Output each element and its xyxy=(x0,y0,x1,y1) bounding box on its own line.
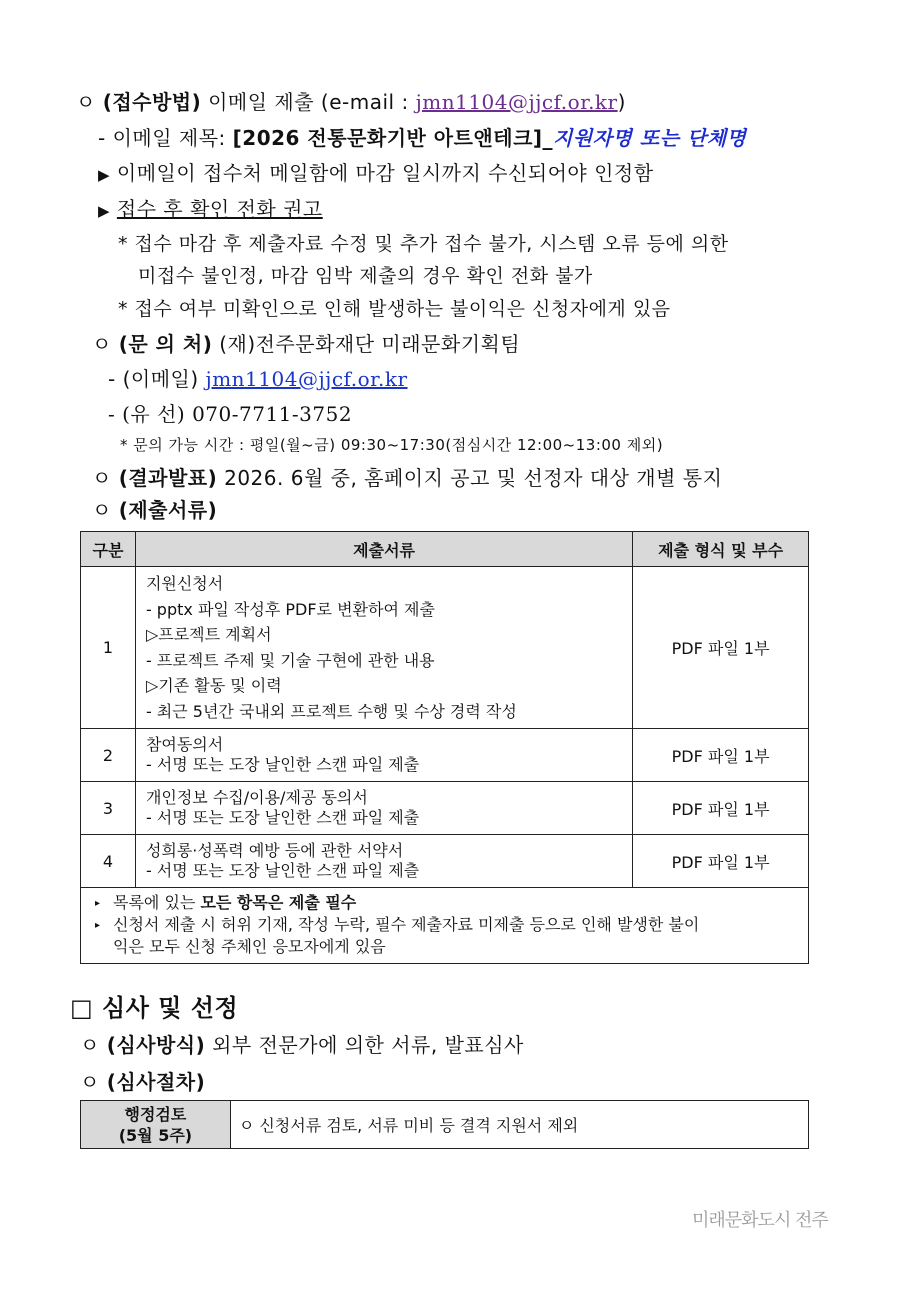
bullet: ㅇ xyxy=(92,332,112,356)
doc-line: 개인정보 수집/이용/제공 동의서 xyxy=(145,788,368,807)
email-subject-bold: [2026 전통문화기반 아트앤테크]_ xyxy=(232,126,554,150)
documents-table xyxy=(80,531,809,964)
doc-line: - 서명 또는 도장 날인한 스캔 파일 제출 xyxy=(145,808,420,827)
note-1-bold: 모든 항목은 제출 필수 xyxy=(200,893,357,912)
row-number: 2 xyxy=(81,729,136,782)
step-title-line1: 행정검토 xyxy=(124,1104,187,1124)
doc-line: 지원신청서 xyxy=(145,574,224,593)
documents-label: (제출서류) xyxy=(118,498,218,522)
doc-line: - 서명 또는 도장 날인한 스캔 파일 제츨 xyxy=(145,861,420,880)
paren-close: ) xyxy=(617,90,626,114)
row-documents xyxy=(135,729,632,782)
table-row xyxy=(81,567,809,729)
reception-star1-line1: * 접수 마감 후 제출자료 수정 및 추가 접수 불가, 시스템 오류 등에 의한 xyxy=(118,233,729,255)
review-heading: □ 심사 및 선정 xyxy=(70,994,239,1022)
doc-line: - 서명 또는 도장 날인한 스캔 파일 제출 xyxy=(145,755,420,774)
note-1 xyxy=(95,892,800,914)
step-title xyxy=(81,1101,231,1149)
row-format: PDF 파일 1부 xyxy=(633,567,809,729)
bullet: ㅇ xyxy=(92,466,112,490)
arrow-icon: ▶ xyxy=(98,202,111,220)
step-title-line2: (5월 5주) xyxy=(118,1125,193,1145)
table-row xyxy=(81,729,809,782)
reception-note1-text: 이메일이 접수처 메일함에 마감 일시까지 수신되어야 인정함 xyxy=(116,161,654,185)
row-documents xyxy=(135,567,632,729)
result-label: (결과발표) xyxy=(118,466,218,490)
table-header-row xyxy=(81,532,809,567)
step-text: ㅇ 신청서류 검토, 서류 미비 등 결격 지원서 제외 xyxy=(230,1101,808,1149)
procedure-table xyxy=(80,1100,809,1149)
table-row xyxy=(81,782,809,835)
inquiry-phone: - (유 선) 070-7711-3752 xyxy=(108,402,353,426)
inquiry-text: (재)전주문화재단 미래문화기획팀 xyxy=(212,332,521,356)
documents-line xyxy=(92,494,217,523)
table-notes-row xyxy=(81,888,809,964)
reception-method-label: (접수방법) xyxy=(102,90,202,114)
email-subject-prefix: - 이메일 제목: xyxy=(98,126,233,150)
email-subject-line xyxy=(98,122,746,151)
reception-email-link[interactable]: jmn1104@jjcf.or.kr xyxy=(415,90,618,114)
result-line xyxy=(92,462,722,491)
note-2-text: 신청서 제출 시 허위 기재, 작성 누락, 필수 제출자료 미제출 등으로 인해 발생한 불이 xyxy=(113,915,700,934)
review-method-label: (심사방식) xyxy=(106,1033,206,1057)
row-format: PDF 파일 1부 xyxy=(633,835,809,888)
triangle-icon: ▸ xyxy=(95,898,101,909)
row-format: PDF 파일 1부 xyxy=(633,782,809,835)
review-method-line xyxy=(80,1029,524,1058)
review-method-text: 외부 전문가에 의한 서류, 발표심사 xyxy=(205,1033,524,1057)
email-subject-italic: 지원자명 또는 단체명 xyxy=(553,126,747,150)
header-documents: 제출서류 xyxy=(135,532,632,567)
inquiry-line xyxy=(92,328,520,357)
reception-method-text: 이메일 제출 (e-mail : xyxy=(201,90,416,114)
bullet: ㅇ xyxy=(80,1070,100,1094)
note-2 xyxy=(95,914,800,936)
review-procedure-label: (심사절차) xyxy=(106,1070,206,1094)
note-2-text-cont: 익은 모두 신청 주체인 응모자에게 있음 xyxy=(113,937,386,956)
table-row xyxy=(81,1101,809,1149)
arrow-icon: ▶ xyxy=(98,166,111,184)
reception-star2: * 접수 여부 미확인으로 인해 발생하는 불이익은 신청자에게 있음 xyxy=(118,298,671,320)
reception-note1 xyxy=(98,157,654,186)
review-procedure-line xyxy=(80,1066,205,1095)
doc-line: 성희롱·성폭력 예방 등에 관한 서약서 xyxy=(145,841,404,860)
reception-method-line xyxy=(76,86,626,115)
doc-line: ▷기존 활동 및 이력 xyxy=(145,676,282,695)
doc-line: - pptx 파일 작성후 PDF로 변환하여 제출 xyxy=(145,599,435,619)
row-number: 3 xyxy=(81,782,136,835)
inquiry-email-prefix: - (이메일) xyxy=(108,367,206,391)
doc-line: - 최근 5년간 국내외 프로젝트 수행 및 수상 경력 작성 xyxy=(145,701,517,721)
row-number: 4 xyxy=(81,835,136,888)
note-1-text: 목록에 있는 xyxy=(113,893,201,912)
header-format: 제출 형식 및 부수 xyxy=(633,532,809,567)
reception-note2-text: 접수 후 확인 전화 권고 xyxy=(116,197,323,221)
doc-line: - 프로젝트 주제 및 기술 구현에 관한 내용 xyxy=(145,650,435,670)
bullet: ㅇ xyxy=(80,1033,100,1057)
triangle-icon: ▸ xyxy=(95,920,101,931)
doc-line: ▷프로젝트 계획서 xyxy=(145,625,272,644)
result-text: 2026. 6월 중, 홈페이지 공고 및 선정자 대상 개별 통지 xyxy=(217,466,723,490)
row-documents xyxy=(135,782,632,835)
table-row xyxy=(81,835,809,888)
table-notes xyxy=(81,888,809,964)
doc-line: 참여동의서 xyxy=(145,735,224,754)
bullet: ㅇ xyxy=(76,90,96,114)
row-documents xyxy=(135,835,632,888)
inquiry-email-link[interactable]: jmn1104@jjcf.or.kr xyxy=(205,367,408,391)
inquiry-label: (문 의 처) xyxy=(118,332,213,356)
inquiry-hours: * 문의 가능 시간 : 평일(월~금) 09:30~17:30(점심시간 12:00~13:00 제외) xyxy=(120,436,664,454)
footer-logo: 미래문화도시 전주 xyxy=(692,1210,828,1231)
reception-star1-line2: 미접수 불인정, 마감 임박 제출의 경우 확인 전화 불가 xyxy=(138,265,593,287)
row-format: PDF 파일 1부 xyxy=(633,729,809,782)
inquiry-email-line xyxy=(108,363,408,392)
bullet: ㅇ xyxy=(92,498,112,522)
header-category: 구분 xyxy=(81,532,136,567)
row-number: 1 xyxy=(81,567,136,729)
reception-note2 xyxy=(98,193,323,222)
